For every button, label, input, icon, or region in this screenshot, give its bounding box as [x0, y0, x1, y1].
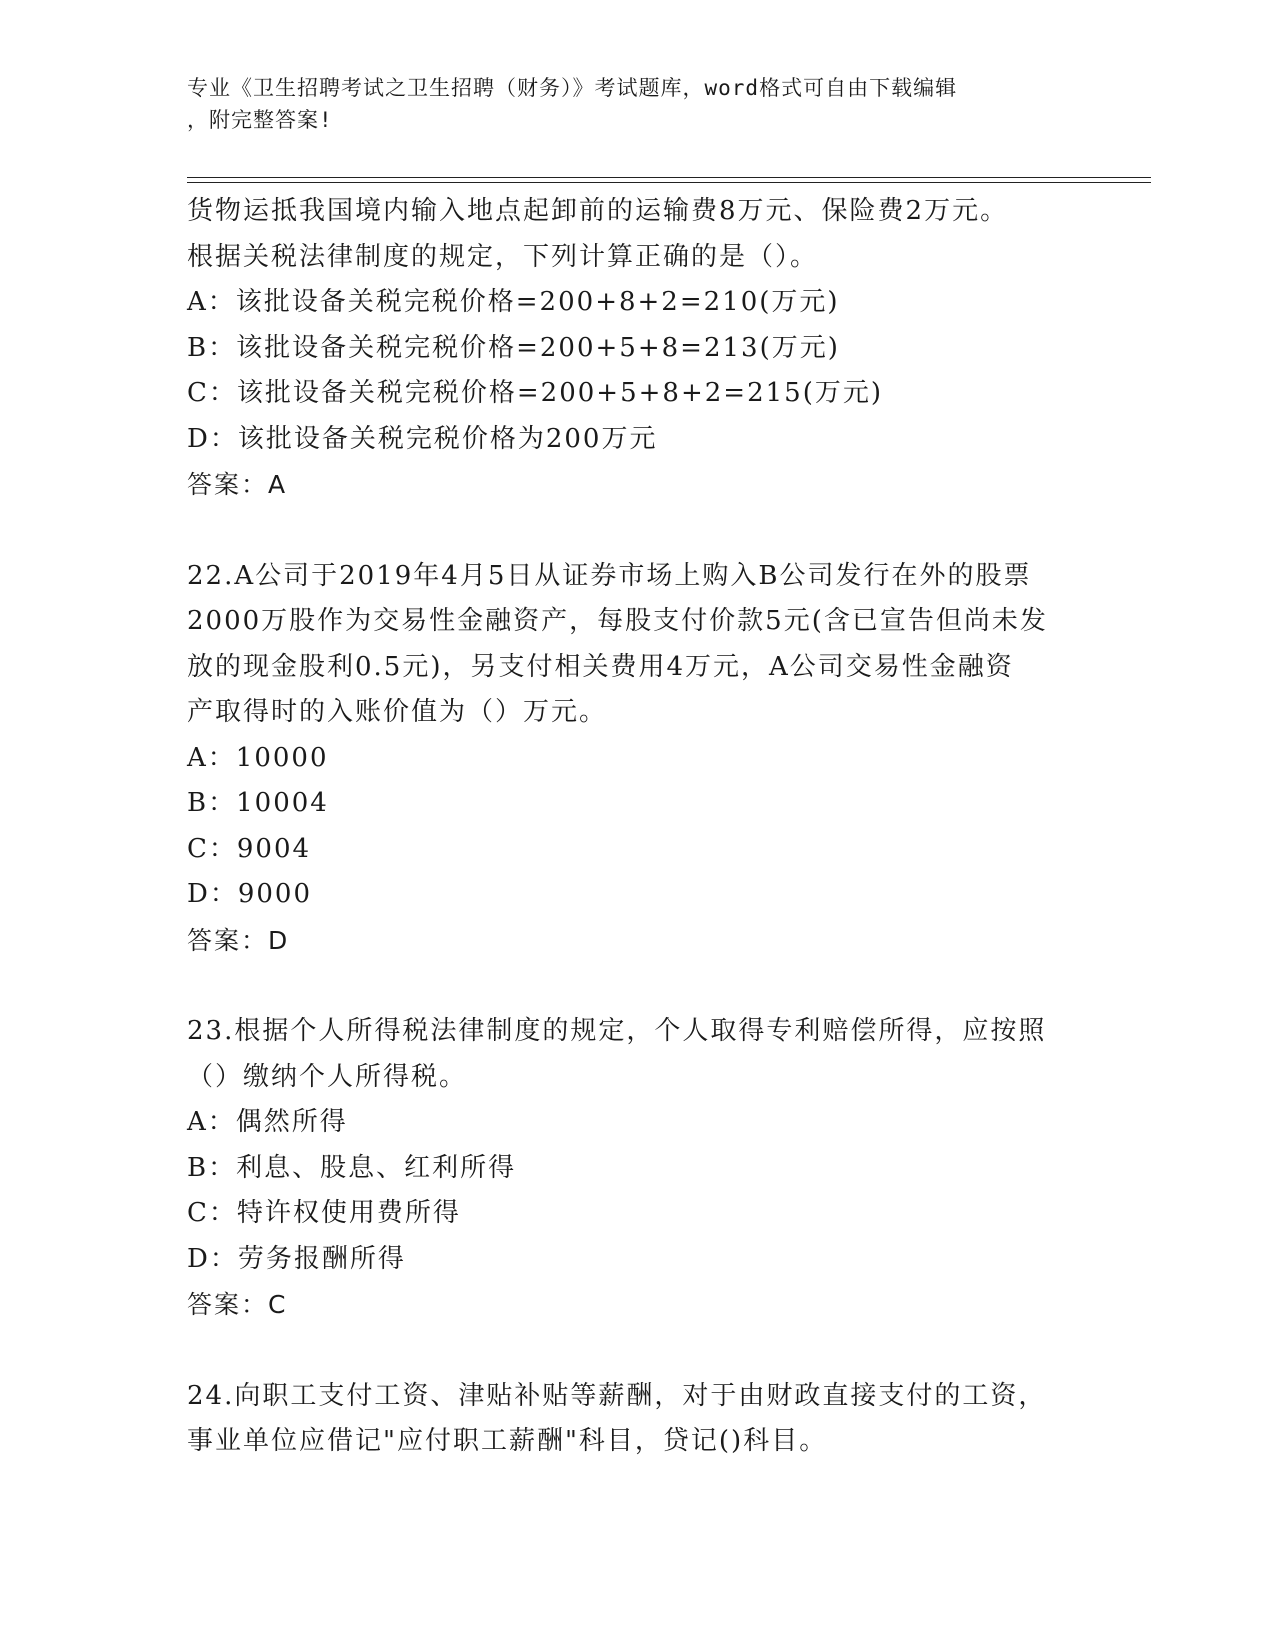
question-stem-line: 货物运抵我国境内输入地点起卸前的运输费8万元、保险费2万元。 — [187, 196, 1009, 226]
option-a: A：偶然所得 — [187, 1107, 348, 1137]
answer-label: 答案：D — [187, 925, 290, 955]
option-b: B：该批设备关税完税价格=200+5+8=213(万元) — [187, 332, 840, 363]
question-24 — [187, 1374, 1087, 1465]
spacer — [187, 963, 1087, 1009]
spacer — [187, 508, 1087, 554]
option-c: C：9004 — [187, 833, 312, 864]
answer-label: 答案：C — [187, 1290, 288, 1319]
option-c: C：特许权使用费所得 — [187, 1198, 461, 1228]
option-c: C：该批设备关税完税价格=200+5+8+2=215(万元) — [187, 378, 883, 408]
question-content — [187, 189, 1087, 1465]
option-b: B：10004 — [187, 788, 329, 818]
question-stem-line: 放的现金股利0.5元)，另支付相关费用4万元，A公司交易性金融资 — [187, 651, 1014, 682]
question-stem-line: （）缴纳个人所得税。 — [187, 1061, 468, 1092]
spacer — [187, 1328, 1087, 1374]
question-22 — [187, 554, 1087, 964]
header-divider-bottom — [187, 182, 1151, 183]
header-title-line: 专业《卫生招聘考试之卫生招聘（财务）》考试题库，word格式可自由下载编辑 — [187, 76, 958, 100]
question-stem-line: 产取得时的入账价值为（）万元。 — [187, 697, 608, 727]
question-23 — [187, 1009, 1087, 1328]
question-21 — [187, 189, 1087, 508]
question-stem-line: 22.A公司于2019年4月5日从证券市场上购入B公司发行在外的股票 — [187, 560, 1032, 591]
answer-label: 答案：A — [187, 470, 288, 499]
question-stem-line: 事业单位应借记"应付职工薪酬"科目，贷记()科目。 — [187, 1426, 828, 1456]
option-d: D：劳务报酬所得 — [187, 1243, 406, 1274]
question-stem-line: 23.根据个人所得税法律制度的规定，个人取得专利赔偿所得，应按照 — [187, 1016, 1047, 1046]
option-a: A：该批设备关税完税价格=200+8+2=210(万元) — [187, 287, 840, 317]
header-divider-top — [187, 177, 1151, 178]
option-b: B：利息、股息、红利所得 — [187, 1152, 517, 1183]
option-d: D：9000 — [187, 879, 313, 909]
page-header — [187, 72, 1067, 136]
question-stem-line: 24.向职工支付工资、津贴补贴等薪酬，对于由财政直接支付的工资， — [187, 1380, 1047, 1411]
question-stem-line: 2000万股作为交易性金融资产，每股支付价款5元(含已宣告但尚未发 — [187, 606, 1048, 636]
header-title-line-continued: ，附完整答案! — [187, 108, 333, 132]
option-a: A：10000 — [187, 742, 329, 773]
question-stem-line: 根据关税法律制度的规定，下列计算正确的是（）。 — [187, 241, 819, 272]
option-d: D：该批设备关税完税价格为200万元 — [187, 423, 658, 454]
